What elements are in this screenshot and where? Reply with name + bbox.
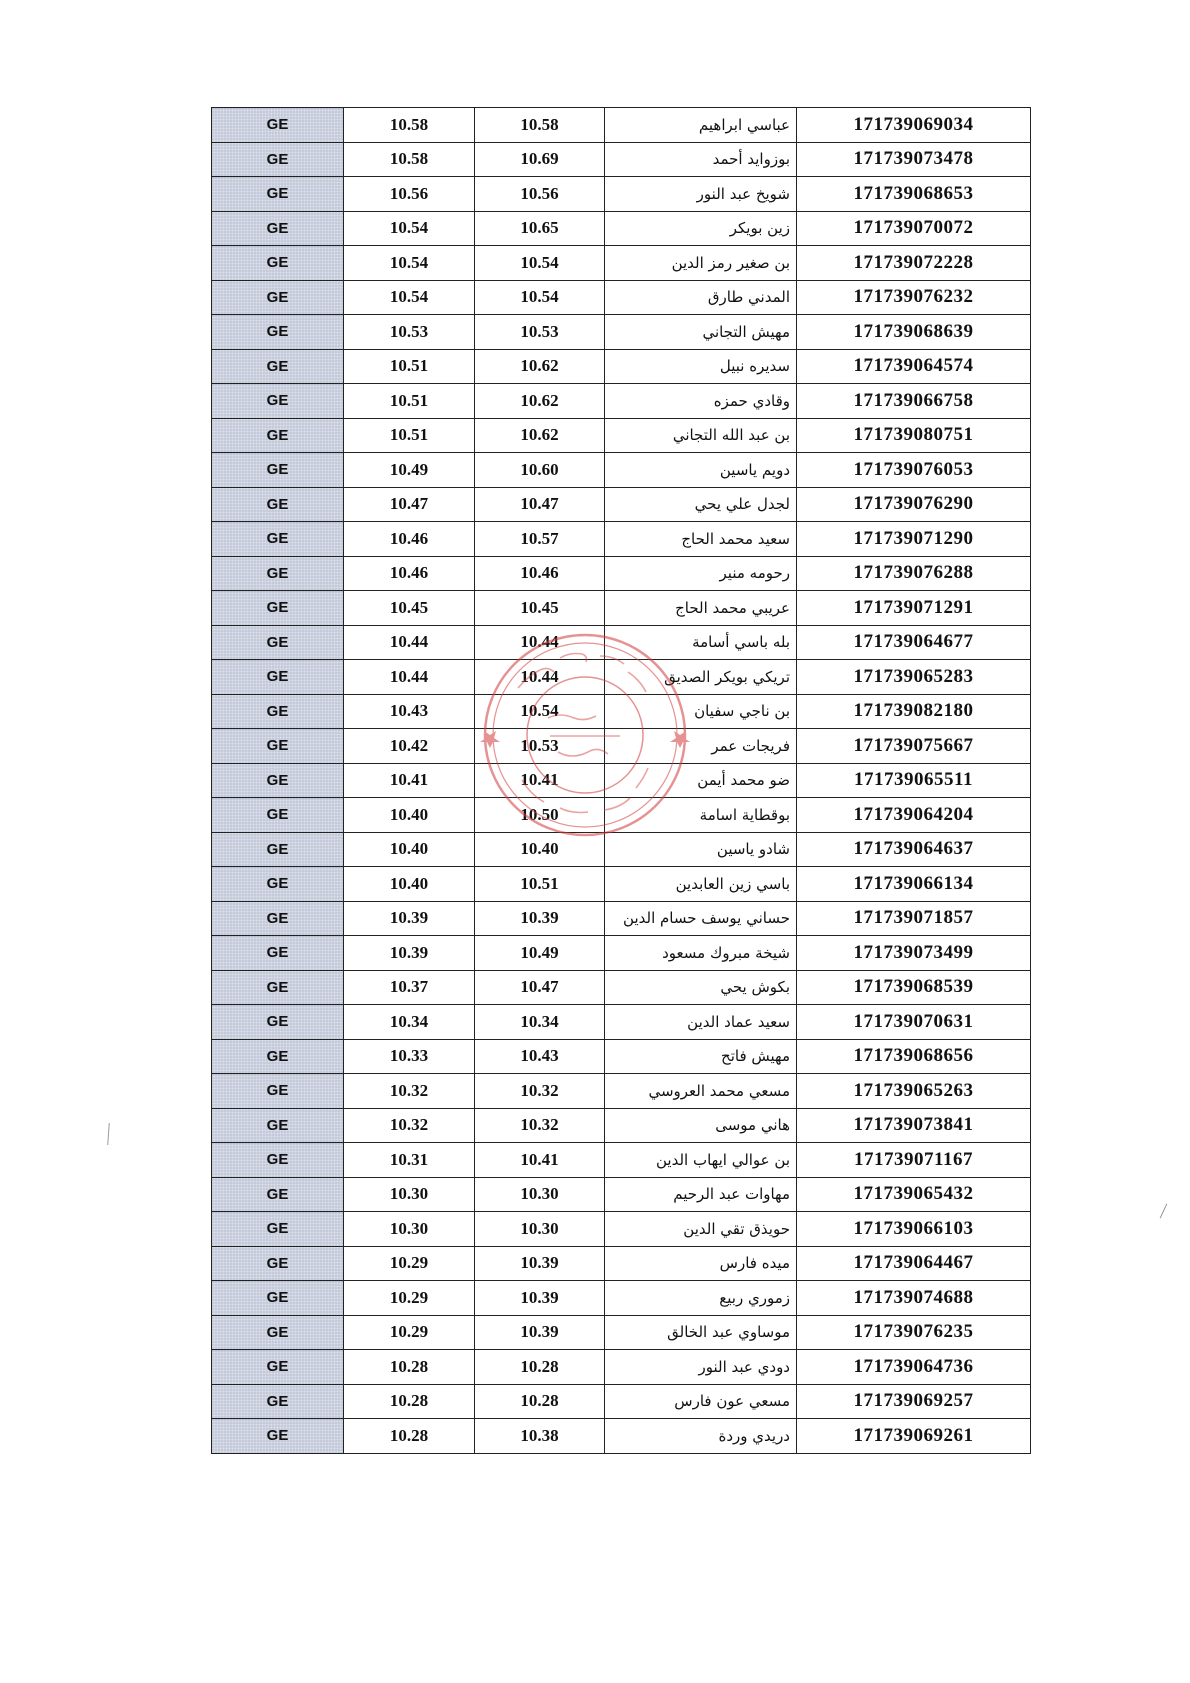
average-cell: 10.39 [344, 901, 475, 936]
student-name-cell: ميده فارس [605, 1246, 797, 1281]
weighted-average-cell: 10.32 [475, 1074, 605, 1109]
student-id-cell: 171739066758 [797, 384, 1031, 419]
program-code-cell: GE [212, 315, 344, 350]
student-id-cell: 171739082180 [797, 694, 1031, 729]
scan-mark [1160, 1204, 1168, 1219]
weighted-average-cell: 10.44 [475, 625, 605, 660]
weighted-average-cell: 10.34 [475, 1005, 605, 1040]
student-id-cell: 171739064204 [797, 798, 1031, 833]
program-code-cell: GE [212, 280, 344, 315]
table-row [212, 1074, 1031, 1109]
weighted-average-cell: 10.38 [475, 1419, 605, 1454]
weighted-average-cell: 10.54 [475, 246, 605, 281]
student-name-cell: بن عبد الله التجاني [605, 418, 797, 453]
student-id-cell: 171739073499 [797, 936, 1031, 971]
average-cell: 10.41 [344, 763, 475, 798]
student-name-cell: دودي عبد النور [605, 1350, 797, 1385]
program-code-cell: GE [212, 591, 344, 626]
weighted-average-cell: 10.45 [475, 591, 605, 626]
weighted-average-cell: 10.58 [475, 108, 605, 143]
program-code-cell: GE [212, 384, 344, 419]
scan-mark [107, 1123, 110, 1145]
weighted-average-cell: 10.65 [475, 211, 605, 246]
average-cell: 10.42 [344, 729, 475, 764]
table-row [212, 660, 1031, 695]
program-code-cell: GE [212, 1246, 344, 1281]
weighted-average-cell: 10.62 [475, 349, 605, 384]
program-code-cell: GE [212, 108, 344, 143]
student-id-cell: 171739064736 [797, 1350, 1031, 1385]
student-id-cell: 171739071857 [797, 901, 1031, 936]
program-code-cell: GE [212, 246, 344, 281]
program-code-cell: GE [212, 522, 344, 557]
average-cell: 10.31 [344, 1143, 475, 1178]
program-code-cell: GE [212, 349, 344, 384]
weighted-average-cell: 10.39 [475, 1281, 605, 1316]
student-name-cell: باسي زين العابدين [605, 867, 797, 902]
student-name-cell: بوزوايد أحمد [605, 142, 797, 177]
program-code-cell: GE [212, 729, 344, 764]
program-code-cell: GE [212, 1039, 344, 1074]
program-code-cell: GE [212, 763, 344, 798]
student-id-cell: 171739066134 [797, 867, 1031, 902]
student-name-cell: بن ناجي سفيان [605, 694, 797, 729]
student-name-cell: عباسي ابراهيم [605, 108, 797, 143]
student-name-cell: دريدي وردة [605, 1419, 797, 1454]
student-id-cell: 171739076053 [797, 453, 1031, 488]
student-id-cell: 171739064637 [797, 832, 1031, 867]
weighted-average-cell: 10.69 [475, 142, 605, 177]
program-code-cell: GE [212, 487, 344, 522]
weighted-average-cell: 10.39 [475, 1315, 605, 1350]
student-name-cell: سديره نبيل [605, 349, 797, 384]
average-cell: 10.58 [344, 108, 475, 143]
student-name-cell: حويذق تقي الدين [605, 1212, 797, 1247]
student-id-cell: 171739071167 [797, 1143, 1031, 1178]
program-code-cell: GE [212, 453, 344, 488]
table-row [212, 1143, 1031, 1178]
table-row [212, 1246, 1031, 1281]
student-id-cell: 171739069257 [797, 1384, 1031, 1419]
average-cell: 10.40 [344, 832, 475, 867]
average-cell: 10.29 [344, 1281, 475, 1316]
student-id-cell: 171739069034 [797, 108, 1031, 143]
table-row [212, 177, 1031, 212]
average-cell: 10.29 [344, 1246, 475, 1281]
table-row [212, 556, 1031, 591]
student-name-cell: موساوي عبد الخالق [605, 1315, 797, 1350]
average-cell: 10.33 [344, 1039, 475, 1074]
student-id-cell: 171739072228 [797, 246, 1031, 281]
table-row [212, 1039, 1031, 1074]
table-row [212, 1281, 1031, 1316]
student-name-cell: سعيد محمد الحاج [605, 522, 797, 557]
student-id-cell: 171739065263 [797, 1074, 1031, 1109]
average-cell: 10.53 [344, 315, 475, 350]
program-code-cell: GE [212, 1419, 344, 1454]
average-cell: 10.49 [344, 453, 475, 488]
program-code-cell: GE [212, 418, 344, 453]
student-id-cell: 171739071291 [797, 591, 1031, 626]
student-id-cell: 171739068539 [797, 970, 1031, 1005]
average-cell: 10.28 [344, 1384, 475, 1419]
weighted-average-cell: 10.30 [475, 1177, 605, 1212]
table-row [212, 625, 1031, 660]
weighted-average-cell: 10.28 [475, 1350, 605, 1385]
student-id-cell: 171739070072 [797, 211, 1031, 246]
table-row [212, 729, 1031, 764]
weighted-average-cell: 10.40 [475, 832, 605, 867]
average-cell: 10.46 [344, 522, 475, 557]
student-name-cell: المدني طارق [605, 280, 797, 315]
average-cell: 10.47 [344, 487, 475, 522]
program-code-cell: GE [212, 1005, 344, 1040]
table-row [212, 1108, 1031, 1143]
weighted-average-cell: 10.47 [475, 487, 605, 522]
student-id-cell: 171739076232 [797, 280, 1031, 315]
program-code-cell: GE [212, 142, 344, 177]
table-row [212, 315, 1031, 350]
program-code-cell: GE [212, 1212, 344, 1247]
weighted-average-cell: 10.46 [475, 556, 605, 591]
weighted-average-cell: 10.43 [475, 1039, 605, 1074]
average-cell: 10.30 [344, 1212, 475, 1247]
program-code-cell: GE [212, 1108, 344, 1143]
program-code-cell: GE [212, 694, 344, 729]
program-code-cell: GE [212, 211, 344, 246]
table-row [212, 1350, 1031, 1385]
table-row [212, 384, 1031, 419]
average-cell: 10.58 [344, 142, 475, 177]
program-code-cell: GE [212, 867, 344, 902]
weighted-average-cell: 10.51 [475, 867, 605, 902]
program-code-cell: GE [212, 832, 344, 867]
student-name-cell: شادو ياسين [605, 832, 797, 867]
average-cell: 10.28 [344, 1350, 475, 1385]
student-name-cell: مسعي عون فارس [605, 1384, 797, 1419]
weighted-average-cell: 10.41 [475, 1143, 605, 1178]
weighted-average-cell: 10.53 [475, 729, 605, 764]
average-cell: 10.29 [344, 1315, 475, 1350]
table-row [212, 1384, 1031, 1419]
student-name-cell: بن عوالي ايهاب الدين [605, 1143, 797, 1178]
student-id-cell: 171739071290 [797, 522, 1031, 557]
average-cell: 10.56 [344, 177, 475, 212]
weighted-average-cell: 10.44 [475, 660, 605, 695]
student-name-cell: زين بويكر [605, 211, 797, 246]
average-cell: 10.40 [344, 798, 475, 833]
average-cell: 10.46 [344, 556, 475, 591]
table-row [212, 108, 1031, 143]
table-row [212, 522, 1031, 557]
student-name-cell: رحومه منير [605, 556, 797, 591]
student-name-cell: بن صغير رمز الدين [605, 246, 797, 281]
average-cell: 10.28 [344, 1419, 475, 1454]
program-code-cell: GE [212, 1074, 344, 1109]
average-cell: 10.37 [344, 970, 475, 1005]
program-code-cell: GE [212, 1177, 344, 1212]
average-cell: 10.51 [344, 349, 475, 384]
average-cell: 10.45 [344, 591, 475, 626]
program-code-cell: GE [212, 660, 344, 695]
average-cell: 10.44 [344, 625, 475, 660]
average-cell: 10.30 [344, 1177, 475, 1212]
table-row [212, 763, 1031, 798]
program-code-cell: GE [212, 556, 344, 591]
student-name-cell: بله باسي أسامة [605, 625, 797, 660]
student-id-cell: 171739075667 [797, 729, 1031, 764]
weighted-average-cell: 10.28 [475, 1384, 605, 1419]
student-id-cell: 171739065432 [797, 1177, 1031, 1212]
table-row [212, 591, 1031, 626]
student-name-cell: وقادي حمزه [605, 384, 797, 419]
weighted-average-cell: 10.54 [475, 694, 605, 729]
average-cell: 10.54 [344, 280, 475, 315]
program-code-cell: GE [212, 901, 344, 936]
student-id-cell: 171739064467 [797, 1246, 1031, 1281]
student-id-cell: 171739065511 [797, 763, 1031, 798]
average-cell: 10.54 [344, 246, 475, 281]
average-cell: 10.40 [344, 867, 475, 902]
weighted-average-cell: 10.53 [475, 315, 605, 350]
student-id-cell: 171739076290 [797, 487, 1031, 522]
student-id-cell: 171739065283 [797, 660, 1031, 695]
table-row [212, 487, 1031, 522]
table-row [212, 694, 1031, 729]
weighted-average-cell: 10.62 [475, 384, 605, 419]
table-row [212, 280, 1031, 315]
table-row [212, 832, 1031, 867]
student-name-cell: بوقطاية اسامة [605, 798, 797, 833]
program-code-cell: GE [212, 1281, 344, 1316]
average-cell: 10.44 [344, 660, 475, 695]
program-code-cell: GE [212, 1143, 344, 1178]
table-row [212, 867, 1031, 902]
table-row [212, 349, 1031, 384]
student-name-cell: مهيش فاتح [605, 1039, 797, 1074]
table-row [212, 211, 1031, 246]
program-code-cell: GE [212, 1315, 344, 1350]
weighted-average-cell: 10.56 [475, 177, 605, 212]
table-row [212, 142, 1031, 177]
student-name-cell: ضو محمد أيمن [605, 763, 797, 798]
table-row [212, 798, 1031, 833]
weighted-average-cell: 10.49 [475, 936, 605, 971]
weighted-average-cell: 10.39 [475, 1246, 605, 1281]
student-id-cell: 171739069261 [797, 1419, 1031, 1454]
weighted-average-cell: 10.57 [475, 522, 605, 557]
weighted-average-cell: 10.41 [475, 763, 605, 798]
weighted-average-cell: 10.60 [475, 453, 605, 488]
student-id-cell: 171739068639 [797, 315, 1031, 350]
table-row [212, 936, 1031, 971]
student-name-cell: مهاوات عبد الرحيم [605, 1177, 797, 1212]
weighted-average-cell: 10.50 [475, 798, 605, 833]
table-row [212, 1212, 1031, 1247]
program-code-cell: GE [212, 798, 344, 833]
student-name-cell: شويخ عبد النور [605, 177, 797, 212]
student-id-cell: 171739064574 [797, 349, 1031, 384]
average-cell: 10.51 [344, 384, 475, 419]
weighted-average-cell: 10.39 [475, 901, 605, 936]
program-code-cell: GE [212, 1350, 344, 1385]
average-cell: 10.51 [344, 418, 475, 453]
average-cell: 10.34 [344, 1005, 475, 1040]
program-code-cell: GE [212, 936, 344, 971]
student-id-cell: 171739073841 [797, 1108, 1031, 1143]
weighted-average-cell: 10.47 [475, 970, 605, 1005]
student-name-cell: شيخة مبروك مسعود [605, 936, 797, 971]
student-id-cell: 171739076288 [797, 556, 1031, 591]
student-id-cell: 171739070631 [797, 1005, 1031, 1040]
program-code-cell: GE [212, 970, 344, 1005]
average-cell: 10.43 [344, 694, 475, 729]
student-name-cell: سعيد عماد الدين [605, 1005, 797, 1040]
student-id-cell: 171739068653 [797, 177, 1031, 212]
program-code-cell: GE [212, 177, 344, 212]
results-table-body [212, 108, 1031, 1454]
student-name-cell: زموري ربيع [605, 1281, 797, 1316]
table-row [212, 418, 1031, 453]
table-row [212, 901, 1031, 936]
table-row [212, 970, 1031, 1005]
student-name-cell: مهيش التجاني [605, 315, 797, 350]
student-name-cell: هاني موسى [605, 1108, 797, 1143]
program-code-cell: GE [212, 625, 344, 660]
student-name-cell: حساني يوسف حسام الدين [605, 901, 797, 936]
student-id-cell: 171739068656 [797, 1039, 1031, 1074]
weighted-average-cell: 10.30 [475, 1212, 605, 1247]
student-name-cell: دويم ياسين [605, 453, 797, 488]
student-id-cell: 171739080751 [797, 418, 1031, 453]
student-id-cell: 171739073478 [797, 142, 1031, 177]
program-code-cell: GE [212, 1384, 344, 1419]
results-table [211, 107, 1031, 1454]
student-name-cell: مسعي محمد العروسي [605, 1074, 797, 1109]
weighted-average-cell: 10.32 [475, 1108, 605, 1143]
average-cell: 10.54 [344, 211, 475, 246]
average-cell: 10.32 [344, 1074, 475, 1109]
average-cell: 10.39 [344, 936, 475, 971]
student-id-cell: 171739066103 [797, 1212, 1031, 1247]
table-row [212, 1005, 1031, 1040]
weighted-average-cell: 10.54 [475, 280, 605, 315]
table-row [212, 246, 1031, 281]
student-id-cell: 171739074688 [797, 1281, 1031, 1316]
student-name-cell: تريكي بويكر الصديق [605, 660, 797, 695]
student-name-cell: فريجات عمر [605, 729, 797, 764]
student-id-cell: 171739064677 [797, 625, 1031, 660]
table-row [212, 453, 1031, 488]
student-name-cell: بكوش يحي [605, 970, 797, 1005]
student-name-cell: لجدل علي يحي [605, 487, 797, 522]
student-id-cell: 171739076235 [797, 1315, 1031, 1350]
table-row [212, 1419, 1031, 1454]
weighted-average-cell: 10.62 [475, 418, 605, 453]
table-row [212, 1177, 1031, 1212]
average-cell: 10.32 [344, 1108, 475, 1143]
table-row [212, 1315, 1031, 1350]
student-name-cell: عريبي محمد الحاج [605, 591, 797, 626]
